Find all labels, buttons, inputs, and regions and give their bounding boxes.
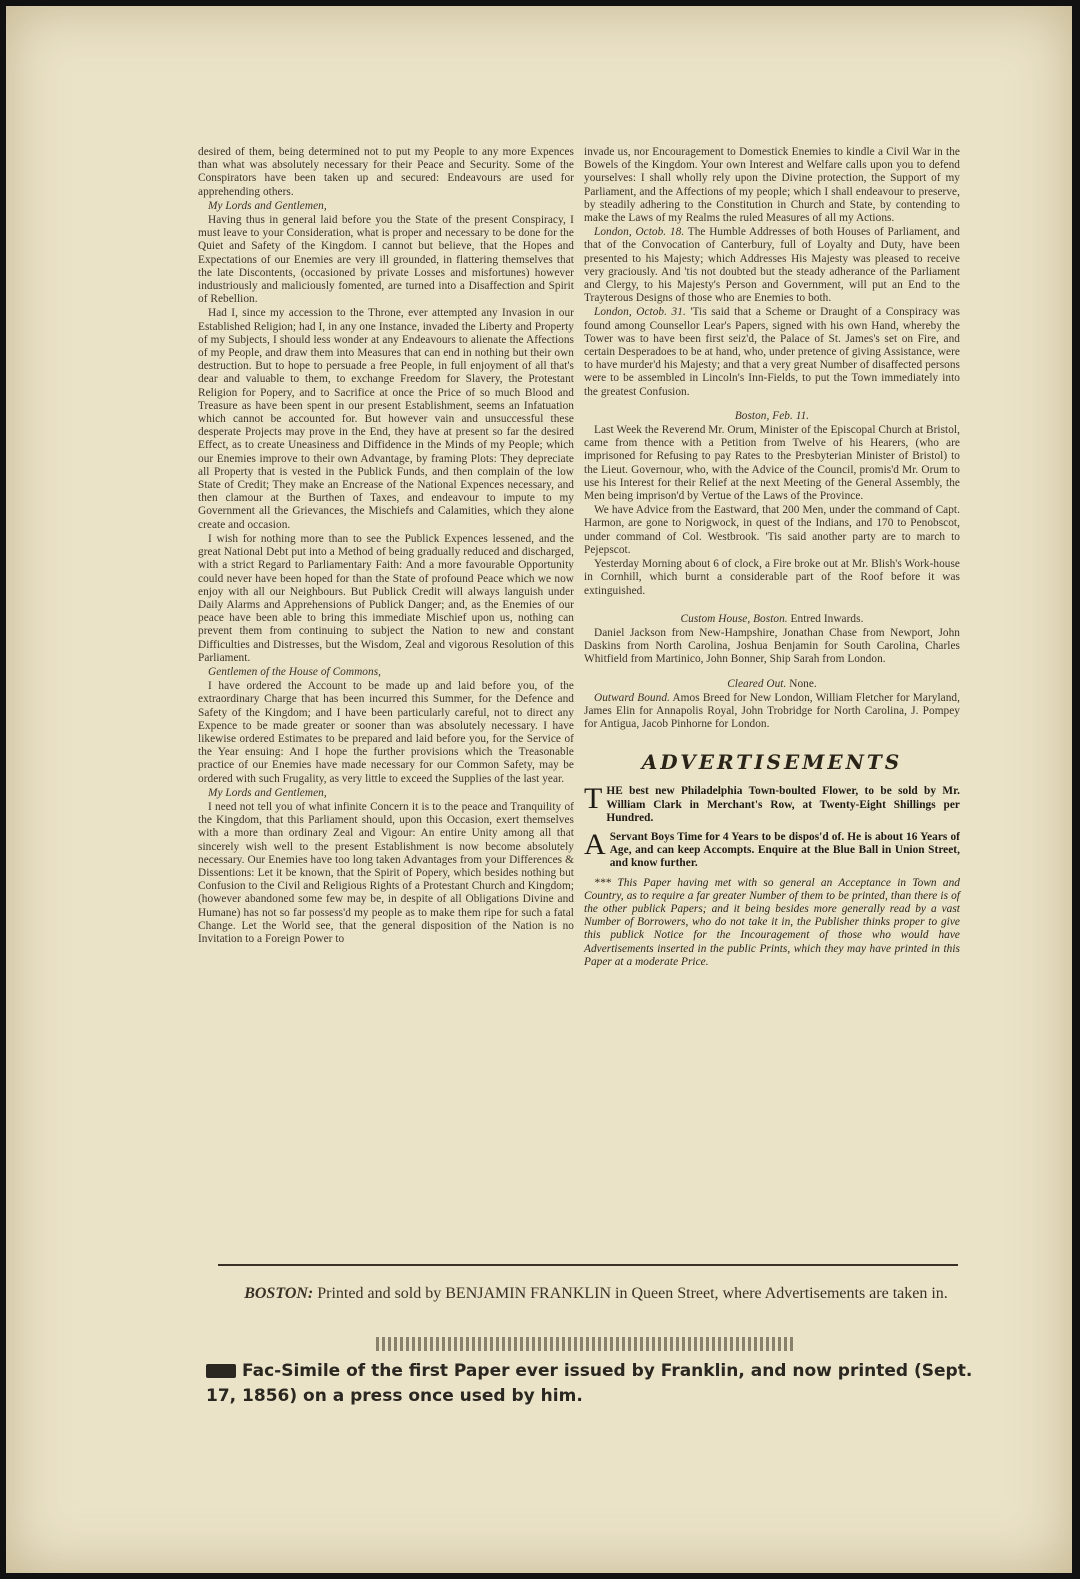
custom-house-heading <box>584 613 960 626</box>
dateline: London, Octob. 31. <box>594 306 686 319</box>
outward-bound <box>584 692 960 732</box>
right-column <box>584 146 960 970</box>
paragraph: Yesterday Morning about 6 of clock, a Fire broke out at Mr. Blish's Work-house in Cornhill, which burnt a considerable part of the Roof before it was extinguished. <box>584 558 960 597</box>
shipping-list: Daniel Jackson from New-Hampshire, Jonathan Chase from Newport, John Daskins from North Carolina, Joshua Benjamin for South Carolina, Charles Whitfield from Martinico, John Bonner, Ship Sarah from London. <box>584 626 960 666</box>
salutation: My Lords and Gentlemen, <box>208 786 327 799</box>
cleared-out-label: Cleared Out. <box>727 677 787 690</box>
cleared-out-heading <box>584 678 960 691</box>
salutation: My Lords and Gentlemen, <box>208 199 327 212</box>
ad-text: HE best new Philadelphia Town-boulted Flower, to be sold by Mr. William Clark in Merchant's Row, at Twenty-Eight Shillings per Hundred. <box>606 785 960 824</box>
advertisement <box>584 827 960 871</box>
facsimile-text: Fac-Simile of the first Paper ever issued by Franklin, and now printed (Sept. 17, 1856) on a press once used by him. <box>206 1361 973 1406</box>
dateline: London, Octob. 18. <box>594 226 685 239</box>
outward-label: Outward Bound. <box>594 691 670 704</box>
page-content <box>6 6 1072 1573</box>
advertisement <box>584 782 960 825</box>
imprint-city: BOSTON: <box>244 1285 314 1302</box>
paragraph: I need not tell you of what infinite Concern it is to the peace and Tranquility of the Kingdom, that this Parliament should, upon this Occasion, exert themselves with a more than ordinary Zeal and Vigour: An entire Unity among all that sincerely wish well to the present Establishment is now become absolutely necessary. Our Enemies have too long taken Advantages from your Differences & Dissentions: Let it be known, that the Spirit of Popery, which besides nothing but Confusion to the Civil and Religious Rights of a Protestant Church and Kingdom; (however abandoned some few may be, in despite of all Obligations Divine and Humane) has not so far possess'd my people as to make them ripe for such a fatal Change. Let the World see, that the general disposition of the Nation is no Invitation to a Foreign Power to <box>198 800 574 945</box>
outward-list: Amos Breed for New London, William Fletcher for Maryland, James Elin for Annapolis Royal, John Trobridge for North Carolina, J. Pompey for Antigua, Jacob Pinhorne for London. <box>584 691 960 731</box>
paragraph: Having thus in general laid before you the State of the present Conspiracy, I must leave to your Consideration, what is proper and necessary to be done for the Quiet and Safety of the Kingdom. I cannot but believe, that the Hopes and Expectations of our Enemies are very ill grounded, in flattering themselves that the late Discontents, (occasioned by private Losses and misfortunes) however industriously and maliciously fomented, are turned into a Disaffection and Spirit of Rebellion. <box>198 214 574 306</box>
ornament-divider <box>376 1337 796 1351</box>
publisher-notice: *** This Paper having met with so general an Acceptance in Town and Country, as to require a far greater Number of them to be printed, than there is of the other publick Papers; and it being besides more generally read by a vast Number of Borrowers, who do not take it in, the Publisher thinks proper to give this publick Notice for the Incouragement of those who would have Advertisements inserted in the public Prints, which they may have printed in this Paper at a moderate Price. <box>584 876 960 968</box>
drop-cap: A <box>584 827 606 861</box>
custom-house-label: Custom House, Boston. <box>680 612 788 625</box>
news-item <box>584 306 960 398</box>
paragraph: invade us, nor Encouragement to Domestick Enemies to kindle a Civil War in the Bowels of the Kingdom. Your own Interest and Welfare calls upon you to defend yourselves: I shall wholly rely upon the Divine protection, the Support of my Parliament, and the Affections of my people; which I shall endeavour to preserve, by steadily adhering to the Constitution in Church and State, by contending to make the Laws of my Realms the ruled Measures of all my Actions. <box>584 146 960 225</box>
newspaper-page <box>6 6 1072 1573</box>
paragraph: I have ordered the Account to be made up and laid before you, of the extraordinary Charge that has been incurred this Summer, for the Defence and Safety of the Kingdom; and I have been particularly careful, not to direct any Expence to be made greater or sooner than was absolutely necessary. I have likewise ordered Estimates to be prepared and laid before you, for the Service of the Year ensuing: And I hope the further provisions which the Treasonable practice of our Enemies have made necessary for our Common Safety, may be ordered with such Frugality, as very little to exceed the Supplies of the last year. <box>198 680 574 785</box>
dateline-boston: Boston, Feb. 11. <box>734 409 810 422</box>
imprint-text: Printed and sold by BENJAMIN FRANKLIN in Queen Street, where Advertisements are taken in. <box>317 1285 948 1302</box>
entered-inwards-label: Entred Inwards. <box>790 612 864 625</box>
ad-text: Servant Boys Time for 4 Years to be dispos'd of. He is about 16 Years of Age, and can keep Accompts. Enquire at the Blue Ball in Union Street, and know further. <box>609 830 960 870</box>
pointing-hand-icon <box>206 1364 236 1378</box>
news-text: 'Tis said that a Scheme or Draught of a Conspiracy was found among Counsellor Lear's Papers, signed with his own Hand, whereby the Tower was to have been first seiz'd, the Palace of St. James's set on Fire, and certain Desperadoes to be at hand, who, under pretence of giving Assistance, were to have murder'd his Majesty; and that a very great Number of disaffected persons were to be assembled in Lincoln's Inn-Fields, to put the Town immediately into the greatest Confusion. <box>584 306 961 398</box>
cleared-none: None. <box>789 677 817 690</box>
left-column <box>198 146 574 947</box>
news-item <box>584 226 960 305</box>
paragraph: I wish for nothing more than to see the Publick Expences lessened, and the great National Debt put into a Method of being gradually reduced and discharged, with a strict Regard to Parliamentary Faith: And a more favourable Opportunity could never have been hoped for than the State of profound Peace which we now enjoy with all our Neighbours. But Publick Credit will always languish under Daily Alarms and Apprehensions of Publick Danger; and, as the Enemies of our peace have been able to bring this immediate Mischief upon us, nothing can prevent them from continuing to subject the Nation to new and constant Difficulties and Distresses, but the Wisdom, Zeal and vigorous Resolution of this Parliament. <box>198 532 574 664</box>
divider-rule <box>218 1264 958 1266</box>
salutation: Gentlemen of the House of Commons, <box>208 665 382 678</box>
paragraph: desired of them, being determined not to put my People to any more Expences than what was absolutely necessary for their Peace and Security. Some of the Conspirators have been taken up and secured: Endeavours are used for apprehending others. <box>198 146 574 198</box>
drop-cap: T <box>584 782 603 816</box>
advertisements-heading: ADVERTISEMENTS <box>641 750 903 775</box>
news-text: The Humble Addresses of both Houses of Parliament, and that of the Convocation of Canterbury, full of Loyalty and Duty, have been presented to his Majesty; which Addresses His Majesty was pleased to receive very graciously. And 'tis not doubted but the steady adherance of the Parliament and Clergy, to his Majesty's Person and Government, will put an End to the Trayterous Designs of those who are Enemies to both. <box>584 226 961 305</box>
paragraph: We have Advice from the Eastward, that 200 Men, under the command of Capt. Harmon, are gone to Norigwock, in quest of the Indians, and 170 to Penobscot, under command of Col. Westbrook. 'Tis said another party are to march to Pejepscot. <box>584 504 960 556</box>
imprint <box>196 1281 996 1306</box>
paragraph: Last Week the Reverend Mr. Orum, Minister of the Episcopal Church at Bristol, came from thence with a Petition from Twelve of his Hearers, (who are imprisoned for Refusing to pay Rates to the Presbyterian Minister of Bristol) to the Lieut. Governour, who, with the Advice of the Council, promis'd Mr. Orum to use his Interest for their Relief at the next Meeting of the General Assembly, the Men being imprison'd by Vertue of the Laws of the Province. <box>584 424 960 503</box>
facsimile-note <box>206 1359 986 1409</box>
paragraph: Had I, since my accession to the Throne, ever attempted any Invasion in our Established Religion; had I, in any one Instance, invaded the Liberty and Property of my Subjects, I should less wonder at any Endeavours to alienate the Affections of my People, and draw them into Measures that can end in nothing but their own destruction. But to hope to persuade a free People, in full enjoyment of all that's dear and valuable to them, to exchange Freedom for Slavery, the Protestant Religion for Popery, and to Sacrifice at once the Price of so much Blood and Treasure as have been spent in our present Establishment, seems an Infatuation which cannot be accounted for. But however vain and unsuccessful these desperate Projects may prove in the End, they have at present so far the desired Effect, as to create Uneasiness and Diffidence in the Minds of my People; which our Enemies improve to their own Advantage, by framing Plots: They depreciate all Property that is vested in the Publick Funds, and then complain of the low State of Credit; They make an Encrease of the National Expences necessary, and then clamour at the Burthen of Taxes, and endeavour to impute to my Government all the Grievances, the Mischiefs and Calamities, which they alone create and occasion. <box>198 307 574 531</box>
